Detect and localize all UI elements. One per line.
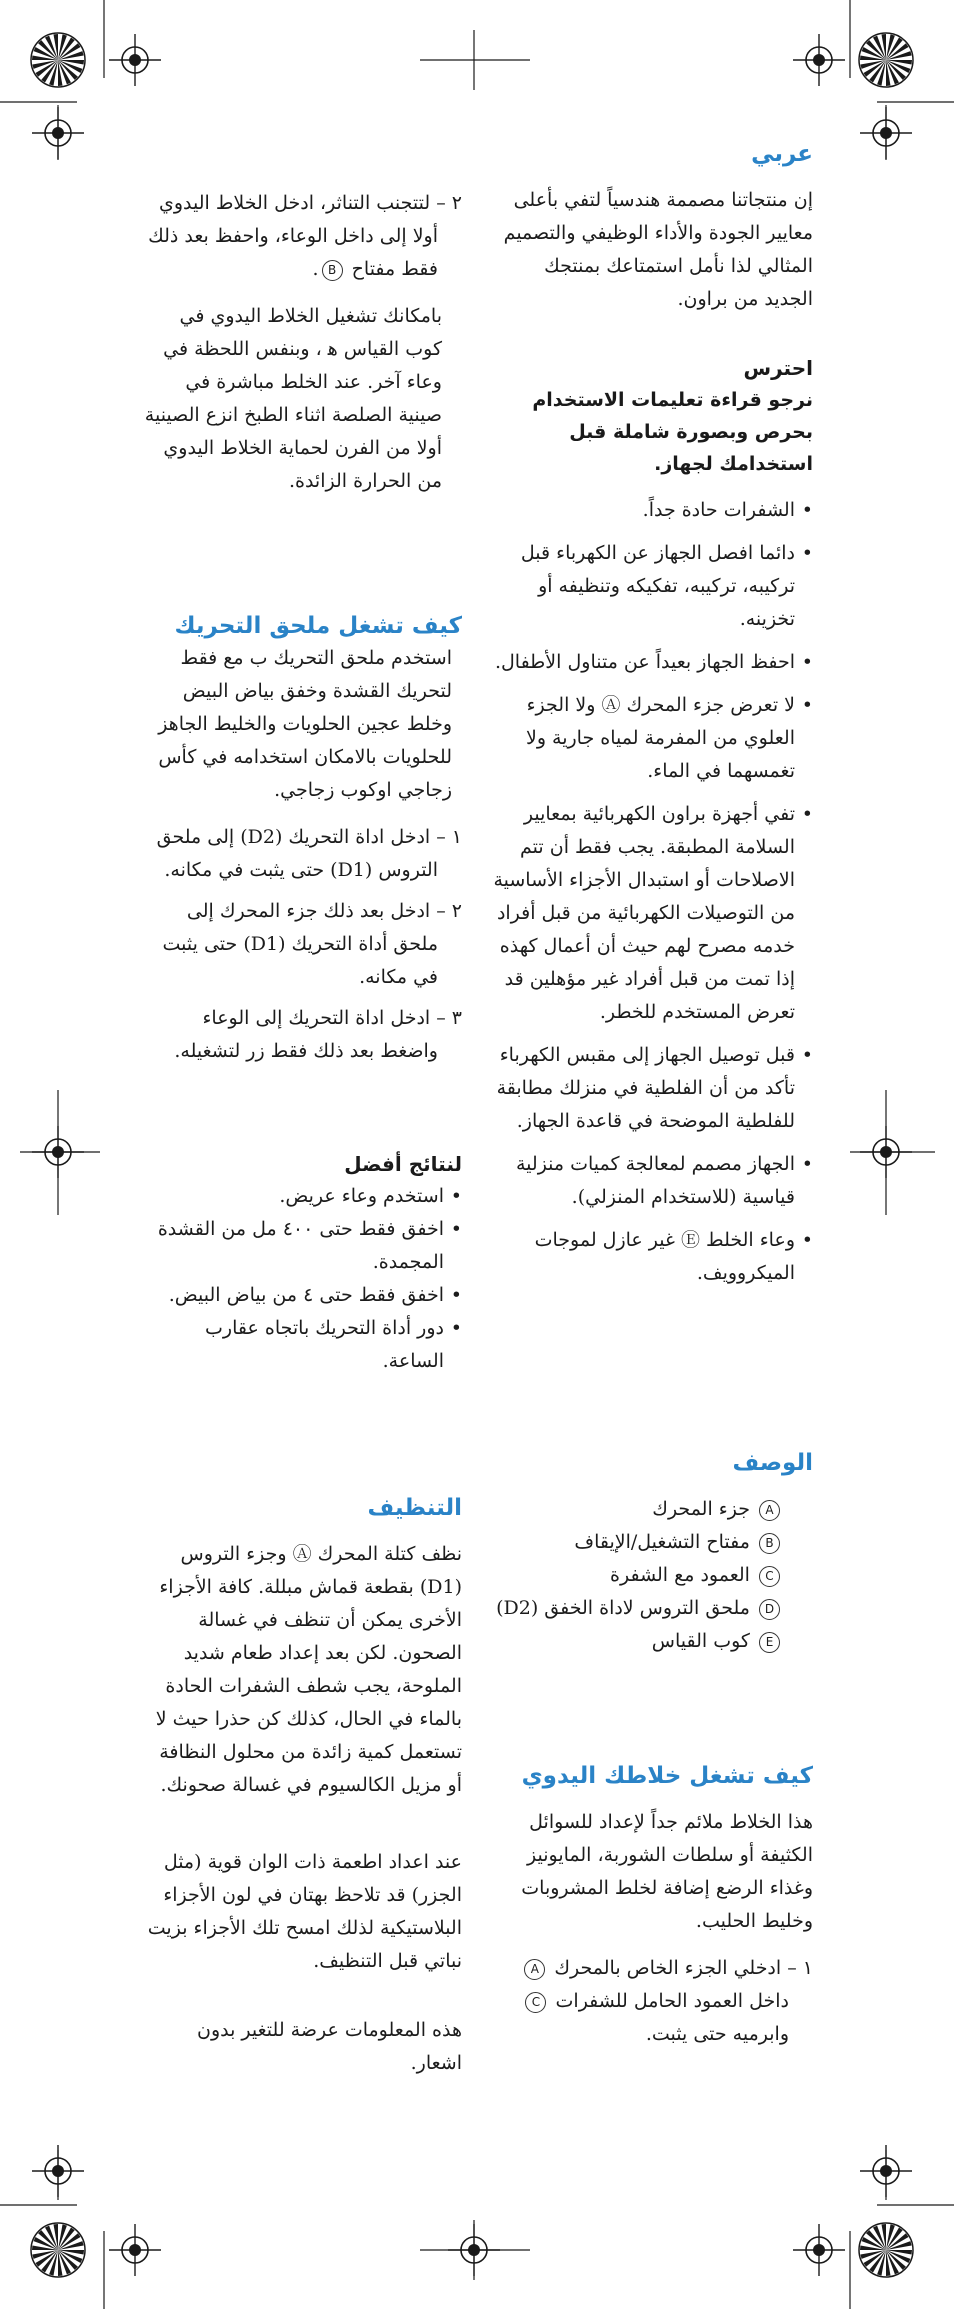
- hand-blender-section: [493, 1760, 813, 2051]
- registration-target-icon: [109, 34, 161, 86]
- part-letter-badge: B: [322, 260, 343, 281]
- cleaning-heading: التنظيف: [367, 1495, 462, 1521]
- blender-note: بامكانك تشغيل الخلاط اليدوي في كوب القياس ﻫ ، وبنفس اللحظة في وعاء آخر. عند الخلط مباشرة في صينية الصلصة اثناء الطبخ انزع الصينية أولا من الفرن لحماية الخلاط اليدوي من الحرارة الزائدة.: [144, 305, 442, 492]
- registration-target-icon: [860, 107, 912, 159]
- registration-target-icon: [860, 2145, 912, 2197]
- part-letter-badge: C: [759, 1566, 780, 1587]
- part-letter-badge: D: [759, 1599, 780, 1620]
- part-letter-badge: A: [759, 1500, 780, 1521]
- hand-blender-step-1: [493, 1952, 813, 2051]
- whisk-section: [142, 610, 462, 1068]
- part-label: ملحق التروس لاداة الخفق (D2): [496, 1597, 750, 1619]
- part-label: مفتاح التشغيل/الإيقاف: [574, 1531, 750, 1553]
- safety-item: • دائما افصل الجهاز عن الكهرباء قبل تركيبه، تركيبه، تفكيكه وتنظيفه أو تخزينه.: [493, 537, 813, 636]
- cleaning-section: [142, 1492, 462, 2080]
- part-item: [493, 1592, 813, 1625]
- registration-target-icon: [448, 2224, 500, 2276]
- best-results-item: • استخدم وعاء عريض.: [142, 1180, 462, 1213]
- intro-paragraph: إن منتجاتنا مصممة هندسياً لتفي بأعلى معايير الجودة والأداء الوظيفي والتصميم المثالي لذا نأمل استمتاعك بمنتجك الجديد من براون.: [503, 189, 813, 310]
- hand-blender-heading: كيف تشغل خلاطك اليدوي: [521, 1763, 813, 1789]
- star-wheel-icon: [859, 33, 913, 87]
- best-results-list: [142, 1180, 462, 1378]
- whisk-step: ١ – ادخل اداة التحريك (D2) إلى ملحق التروس (D1) حتى يثبت في مكانه.: [156, 826, 462, 881]
- whisk-intro: استخدم ملحق التحريك ب مع فقط لتحريك القشدة وخفق بياض البيض وخلط عجين الحلويات والخليط الجاهز للحلويات بالامكان استخدامه في كأس زجاجي اوكوب زجاجي.: [158, 647, 452, 801]
- cleaning-text: نظف كتلة المحرك Ⓐ وجزء التروس (D1) بقطعة قماش مبللة. كافة الأجزاء الأخرى يمكن أن تنظف في غسالة الصحون. لكن بعد إعداد طعام شديد الملوحة، يجب شطف الشفرات الحادة بالماء في الحال، كذلك كن حذرا حيث لا تستعمل كمية زائدة من محلول النظافة أو مزيل الكالسيوم في غسالة صحونك.: [155, 1543, 462, 1796]
- right-column: [493, 138, 813, 1290]
- part-label: جزء المحرك: [652, 1498, 750, 1520]
- safety-item: • وعاء الخلط Ⓔ غير عازل لموجات الميكروويف.: [493, 1224, 813, 1290]
- whisk-step: ٢ – ادخل بعد ذلك جزء المحرك إلى ملحق أداة التحريك (D1) حتى يثبت في مكانه.: [162, 900, 462, 988]
- colour-note: عند اعداد اطعمة ذات الوان قوية (مثل الجزر) قد تلاحظ بهتان في لون الأجزاء البلاستيكية لذلك امسح تلك الأجزاء بزيت نباتي قبل التنظيف.: [147, 1851, 462, 1972]
- part-letter-badge: B: [759, 1533, 780, 1554]
- part-label: العمود مع الشفرة: [610, 1564, 750, 1586]
- step-number: ٢ –: [436, 192, 462, 214]
- part-label: كوب القياس: [651, 1630, 750, 1652]
- safety-item: • لا تعرض جزء المحرك Ⓐ ولا الجزء العلوي من المفرمة لمياه جارية ولا تغمسهما في الماء.: [493, 689, 813, 788]
- disclaimer: هذه المعلومات عرضة للتغير بدون اشعار.: [196, 2019, 462, 2074]
- left-column: [142, 187, 462, 498]
- language-heading: عربي: [751, 141, 813, 167]
- star-wheel-icon: [31, 33, 85, 87]
- safety-list: [493, 494, 813, 1290]
- part-item: [493, 1625, 813, 1658]
- warning-text: نرجو قراءة تعليمات الاستخدام بحرص وبصورة شاملة قبل استخدامك لجهاز.: [532, 389, 813, 475]
- registration-target-icon: [793, 2224, 845, 2276]
- best-results-section: [142, 1148, 462, 1378]
- registration-target-icon: [32, 2145, 84, 2197]
- safety-item: • قبل توصيل الجهاز إلى مقبس الكهرباء تأكد من أن الفلطية في منزلك مطابقة للفلطية الموضحة في قاعدة الجهاز.: [493, 1039, 813, 1138]
- whisk-heading: كيف تشغل ملحق التحريك: [174, 613, 462, 639]
- parts-list: [493, 1493, 813, 1658]
- safety-item: • الشفرات حادة جداً.: [493, 494, 813, 527]
- registration-target-icon: [793, 34, 845, 86]
- safety-item: • تفي أجهزة براون الكهربائية بمعايير السلامة المطبقة. يجب فقط أن تتم الاصلاحات أو استبدال الأجزاء الأساسية من التوصيلات الكهربائية من قبل أفراد خدمه مصرح لهم حيث أن أعمال كهذه إذا تمت من قبل أفراد غير مؤهلين قد تعرض المستخدم للخطر.: [493, 798, 813, 1029]
- step-text: ادخلي الجزء الخاص بالمحرك: [554, 1957, 782, 1979]
- step-text: لتتجنب التناثر، ادخل الخلاط اليدوي أولا إلى داخل الوعاء، واحفظ بعد ذلك فقط مفتاح: [148, 192, 438, 280]
- description-heading: الوصف: [732, 1450, 813, 1476]
- step-number: ١ –: [787, 1957, 813, 1979]
- description-section: [493, 1447, 813, 1658]
- star-wheel-icon: [859, 2223, 913, 2277]
- part-item: [493, 1493, 813, 1526]
- registration-target-icon: [32, 1126, 84, 1178]
- whisk-step: ٣ – ادخل اداة التحريك إلى الوعاء واضغط بعد ذلك فقط زر لتشغيله.: [174, 1007, 462, 1062]
- best-results-item: • اخفق فقط حتى ٤٠٠ مل من القشدة المجمدة.: [142, 1213, 462, 1279]
- step-text: .: [312, 258, 319, 280]
- warning-title: احترس: [743, 356, 813, 380]
- registration-target-icon: [860, 1126, 912, 1178]
- hand-blender-step-2: [142, 187, 462, 286]
- safety-item: • الجهاز مصمم لمعالجة كميات منزلية قياسية (للاستخدام المنزلي).: [493, 1148, 813, 1214]
- registration-target-icon: [109, 2224, 161, 2276]
- part-letter-badge: E: [759, 1632, 780, 1653]
- part-item: [493, 1559, 813, 1592]
- part-letter-badge: A: [524, 1959, 545, 1980]
- part-item: [493, 1526, 813, 1559]
- star-wheel-icon: [31, 2223, 85, 2277]
- part-letter-badge: C: [525, 1992, 546, 2013]
- best-results-heading: لنتائج أفضل: [344, 1152, 462, 1176]
- registration-target-icon: [32, 107, 84, 159]
- best-results-item: • اخفق فقط حتى ٤ من بياض البيض.: [142, 1279, 462, 1312]
- step-text: وابرميه حتى يثبت.: [645, 2023, 789, 2045]
- hand-blender-intro: هذا الخلاط ملائم جداً لإعداد للسوائل الكثيفة أو سلطات الشوربة، المايونيز وغذاء الرضع إضافة لخلط المشروبات وخليط الحليب.: [521, 1811, 813, 1932]
- best-results-item: • دور أداة التحريك باتجاه عقارب الساعة.: [142, 1312, 462, 1378]
- step-text: داخل العمود الحامل للشفرات: [555, 1990, 789, 2012]
- safety-item: • احفظ الجهاز بعيداً عن متناول الأطفال.: [493, 646, 813, 679]
